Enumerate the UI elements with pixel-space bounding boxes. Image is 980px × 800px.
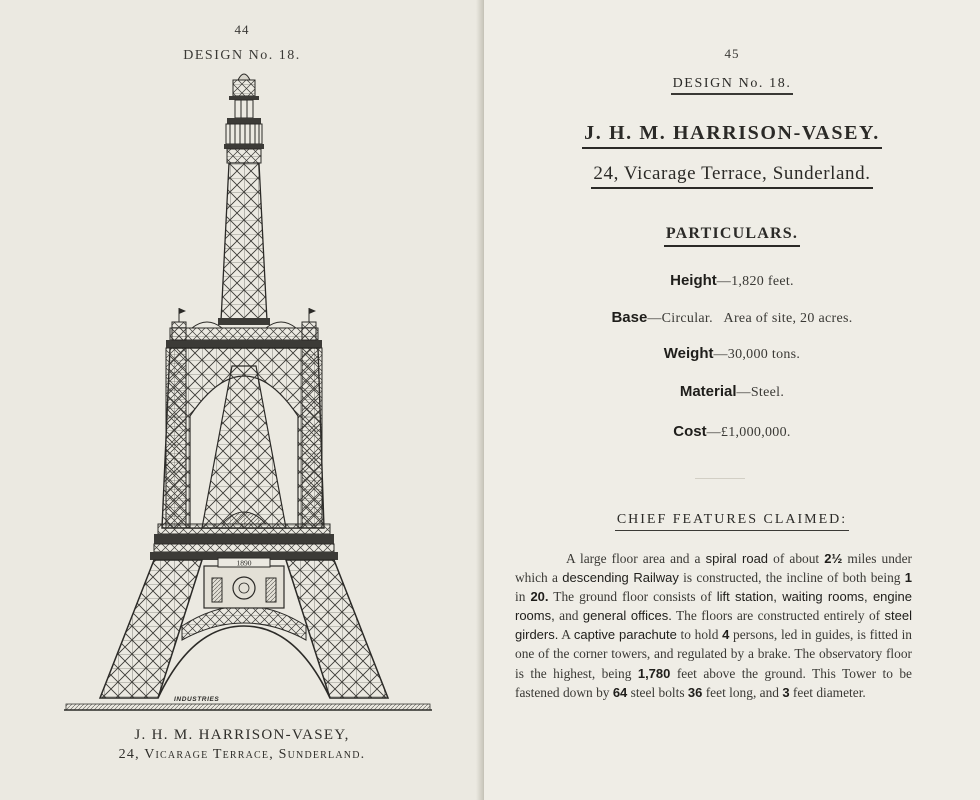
body-emphasis: general offices.	[582, 608, 672, 624]
body-emphasis: lift station, waiting rooms, engine rooms,	[515, 589, 912, 624]
body-emphasis: spiral road	[705, 551, 769, 566]
body-text-run: feet diameter.	[789, 684, 866, 700]
body-text-run: A	[558, 627, 574, 643]
body-text-run: The ground floor consists of	[548, 589, 717, 605]
spec-value: —Steel.	[736, 385, 785, 400]
spec-value: —£1,000,000.	[706, 425, 791, 440]
spec-label: Height	[670, 272, 717, 289]
body-emphasis: descending Railway	[562, 570, 679, 586]
dome-top	[238, 74, 250, 80]
designer-address: 24, Vicarage Terrace, Sunderland.	[591, 163, 872, 189]
body-number: 2½	[824, 551, 843, 566]
body-number: 1	[904, 570, 912, 586]
spec-weight	[484, 345, 980, 363]
features-heading: CHIEF FEATURES CLAIMED:	[615, 512, 849, 531]
divider-rule	[695, 478, 745, 479]
plate-year: 1890	[236, 558, 252, 568]
left-page	[0, 0, 484, 800]
body-text-run: in	[515, 589, 531, 605]
caption-name: J. H. M. HARRISON-VASEY,	[134, 727, 350, 743]
body-number: 36	[687, 684, 703, 700]
body-text-run: steel bolts	[627, 684, 688, 700]
body-text-run: is constructed, the incline of both being	[678, 570, 905, 586]
body-text-run: persons, led in guides, is fitted in one of the corner towers, and regulated by a brake. The observatory floor is the highest, being	[515, 627, 913, 681]
body-number: 1,780	[637, 665, 671, 681]
spec-label: Base	[611, 309, 648, 326]
spec-cost	[484, 423, 980, 441]
body-number: 20.	[530, 589, 549, 605]
spec-value: —Circular. Area of site, 20 acres.	[647, 311, 853, 326]
body-text-run: feet long, and	[702, 684, 783, 700]
upper-spire	[221, 163, 267, 321]
spec-label: Material	[679, 383, 737, 400]
particulars-heading: PARTICULARS.	[664, 225, 800, 247]
page-number-right: 45	[724, 46, 740, 61]
body-text-run: The floors are constructed entirely of	[671, 608, 885, 624]
body-number: 64	[612, 684, 628, 700]
design-title-right: DESIGN No. 18.	[671, 76, 794, 95]
body-text-run: of about	[768, 551, 825, 566]
features-paragraph	[515, 549, 912, 702]
spec-label: Cost	[673, 423, 707, 440]
spec-label: Weight	[663, 345, 714, 362]
caption-address: 24, Vicarage Terrace, Sunderland.	[118, 747, 366, 762]
ground-base	[66, 704, 430, 710]
body-number: 3	[782, 684, 790, 700]
body-text-run: miles under which a	[515, 551, 912, 586]
body-text-run: to hold	[676, 627, 723, 643]
spec-material	[484, 383, 980, 401]
designer-name: J. H. M. HARRISON-VASEY.	[582, 122, 882, 149]
design-title-left: DESIGN No. 18.	[183, 48, 301, 63]
body-text-run: feet above the ground. This Tower to be fastened down by	[515, 665, 912, 700]
body-emphasis: steel girders.	[515, 608, 913, 643]
plate-label: INDUSTRIES	[174, 696, 220, 703]
body-text-run: A large floor area and a	[566, 551, 706, 566]
body-text-run: and	[554, 608, 583, 624]
page-number-left: 44	[234, 22, 250, 37]
body-number: 4	[722, 627, 730, 643]
spec-base	[484, 309, 980, 327]
spec-value: —1,820 feet.	[716, 274, 794, 289]
spec-height	[484, 272, 980, 290]
spec-value: —30,000 tons.	[713, 347, 801, 362]
tower-illustration	[62, 66, 434, 721]
body-emphasis: captive parachute	[573, 627, 677, 643]
